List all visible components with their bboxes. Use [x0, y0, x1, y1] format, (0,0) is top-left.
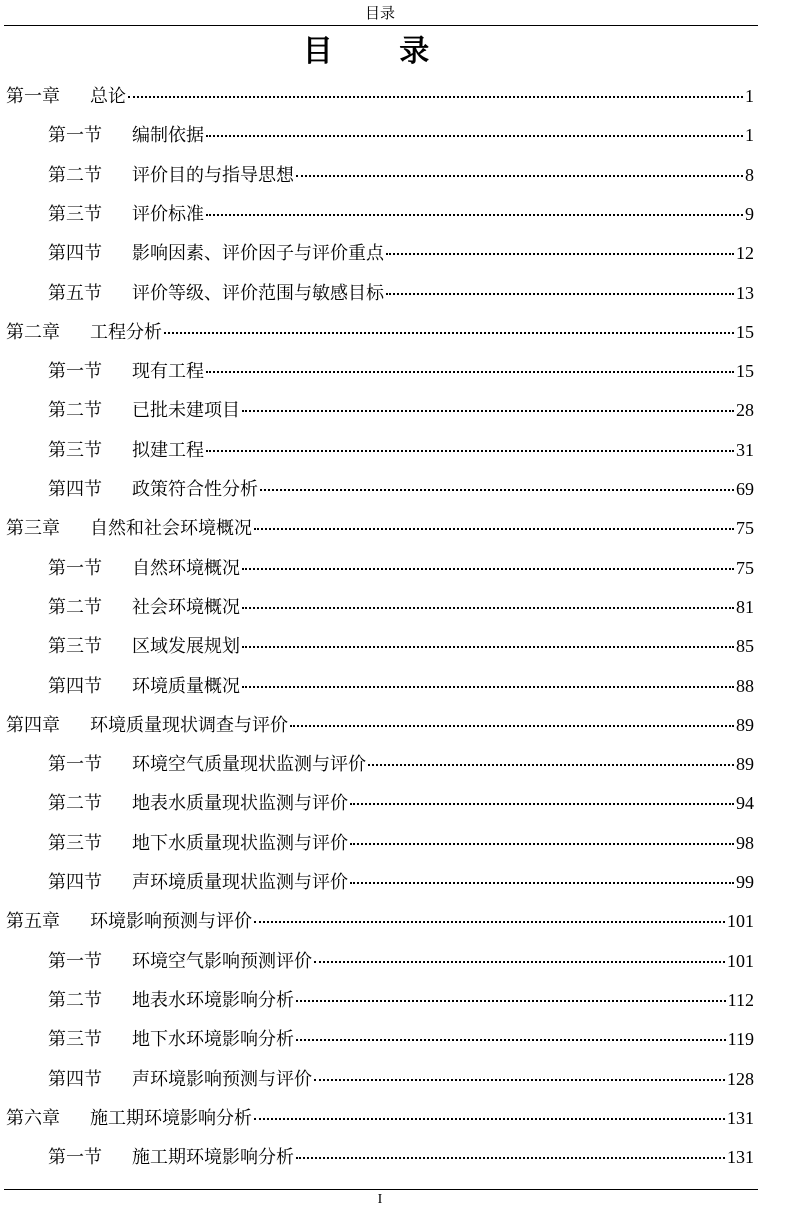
toc-entry-title: 区域发展规划 — [132, 636, 240, 658]
toc-entry-number: 第一节 — [48, 557, 102, 579]
page-number: I — [377, 1192, 383, 1207]
toc-dot-leader — [386, 253, 734, 255]
toc-dot-leader — [350, 882, 734, 884]
toc-dot-leader — [164, 332, 734, 334]
toc-entry-page: 1 — [745, 125, 754, 146]
toc-entry-title: 声环境质量现状监测与评价 — [132, 872, 348, 893]
toc-entry-number: 第四节 — [48, 872, 102, 893]
toc-entry-number: 第四节 — [48, 479, 102, 500]
toc-dot-leader — [290, 725, 734, 727]
toc-entry-page: 98 — [736, 832, 754, 853]
toc-entry-page: 128 — [727, 1068, 754, 1089]
footer-rule — [4, 1189, 758, 1190]
toc-entry-title: 环境影响预测与评价 — [90, 911, 252, 933]
toc-entry-section[interactable] — [48, 359, 754, 384]
running-header: 目录 — [364, 4, 395, 22]
toc-entry-title: 地下水环境影响分析 — [132, 1029, 294, 1051]
toc-entry-page: 75 — [736, 557, 754, 578]
toc-entry-page: 69 — [736, 479, 754, 499]
toc-entry-section[interactable] — [48, 988, 754, 1013]
toc-entry-number: 第三节 — [48, 203, 102, 225]
toc-entry-section[interactable] — [48, 1145, 754, 1170]
toc-dot-leader — [206, 450, 734, 452]
toc-entry-number: 第一节 — [48, 125, 102, 147]
toc-entry-page: 88 — [736, 675, 754, 696]
toc-entry-number: 第一节 — [48, 361, 102, 383]
toc-dot-leader — [128, 96, 743, 98]
toc-entry-title: 编制依据 — [132, 125, 204, 147]
toc-entry-number: 第二节 — [48, 400, 102, 422]
toc-dot-leader — [314, 1079, 725, 1081]
toc-dot-leader — [314, 961, 725, 963]
toc-entry-page: 81 — [736, 596, 754, 617]
toc-entry-number: 第二章 — [6, 321, 60, 343]
toc-dot-leader — [368, 764, 734, 766]
toc-entry-section[interactable] — [48, 949, 754, 974]
toc-entry-title: 环境质量概况 — [132, 675, 240, 697]
toc-entry-section[interactable] — [48, 281, 754, 306]
toc-entry-title: 拟建工程 — [132, 439, 204, 461]
toc-entry-title: 政策符合性分析 — [132, 479, 258, 500]
toc-entry-number: 第一章 — [6, 86, 60, 107]
toc-dot-leader — [242, 568, 734, 570]
toc-entry-number: 第一节 — [48, 754, 102, 776]
toc-entry-page: 12 — [736, 243, 754, 264]
toc-entry-title: 现有工程 — [132, 361, 204, 383]
toc-entry-title: 评价标准 — [132, 203, 204, 225]
toc-dot-leader — [350, 843, 734, 845]
toc-entry-number: 第四节 — [48, 675, 102, 697]
toc-entry-section[interactable] — [48, 556, 754, 581]
toc-entry-title: 地下水质量现状监测与评价 — [132, 832, 348, 854]
toc-entry-number: 第一节 — [48, 950, 102, 972]
toc-entry-section[interactable] — [48, 163, 754, 188]
toc-entry-title: 环境空气质量现状监测与评价 — [132, 754, 366, 776]
toc-entry-title: 已批未建项目 — [132, 400, 240, 422]
toc-entry-chapter[interactable] — [6, 1106, 754, 1131]
toc-dot-leader — [254, 528, 734, 530]
toc-entry-number: 第五节 — [48, 282, 102, 304]
toc-entry-section[interactable] — [48, 831, 754, 856]
toc-entry-title: 影响因素、评价因子与评价重点 — [132, 243, 384, 265]
toc-entry-number: 第二节 — [48, 164, 102, 186]
toc-dot-leader — [386, 293, 734, 295]
toc-entry-page: 119 — [727, 1029, 754, 1050]
toc-entry-section[interactable] — [48, 241, 754, 266]
toc-entry-chapter[interactable] — [6, 516, 754, 541]
toc-entry-section[interactable] — [48, 634, 754, 659]
toc-entry-chapter[interactable] — [6, 84, 754, 109]
toc-entry-page: 99 — [736, 872, 754, 892]
toc-entry-chapter[interactable] — [6, 909, 754, 934]
toc-dot-leader — [296, 1000, 726, 1002]
toc-dot-leader — [206, 214, 743, 216]
toc-dot-leader — [296, 175, 743, 177]
toc-dot-leader — [242, 410, 734, 412]
toc-entry-page: 101 — [727, 950, 754, 971]
toc-entry-title: 评价等级、评价范围与敏感目标 — [132, 282, 384, 304]
toc-entry-number: 第四节 — [48, 1068, 102, 1090]
toc-entry-section[interactable] — [48, 398, 754, 423]
toc-dot-leader — [254, 1118, 725, 1120]
toc-entry-section[interactable] — [48, 123, 754, 148]
toc-dot-leader — [296, 1039, 726, 1041]
toc-entry-section[interactable] — [48, 477, 754, 502]
toc-entry-number: 第三节 — [48, 636, 102, 658]
toc-entry-section[interactable] — [48, 791, 754, 816]
toc-dot-leader — [254, 921, 725, 923]
toc-dot-leader — [242, 686, 734, 688]
toc-entry-page: 28 — [736, 400, 754, 421]
toc-entry-page: 131 — [727, 1107, 754, 1128]
toc-entry-section[interactable] — [48, 1067, 754, 1092]
toc-entry-section[interactable] — [48, 438, 754, 463]
toc-entry-page: 101 — [727, 911, 754, 932]
toc-entry-title: 工程分析 — [90, 321, 162, 343]
toc-entry-title: 自然环境概况 — [132, 557, 240, 579]
toc-entry-number: 第三章 — [6, 518, 60, 540]
toc-entry-number: 第二节 — [48, 793, 102, 815]
toc-entry-chapter[interactable] — [6, 320, 754, 345]
toc-entry-title: 评价目的与指导思想 — [132, 164, 294, 186]
toc-entry-number: 第六章 — [6, 1107, 60, 1129]
toc-entry-page: 8 — [745, 164, 754, 185]
toc-dot-leader — [260, 489, 734, 491]
toc-entry-page: 94 — [736, 793, 754, 814]
toc-dot-leader — [242, 646, 734, 648]
toc-entry-title: 施工期环境影响分析 — [90, 1107, 252, 1129]
toc-entry-number: 第二节 — [48, 989, 102, 1011]
toc-entry-number: 第四章 — [6, 714, 60, 736]
toc-entry-page: 15 — [736, 321, 754, 342]
toc-entry-title: 社会环境概况 — [132, 596, 240, 618]
toc-entry-title: 环境空气影响预测评价 — [132, 950, 312, 972]
toc-entry-section[interactable] — [48, 595, 754, 620]
toc-entry-section[interactable] — [48, 752, 754, 777]
toc-entry-page: 9 — [745, 203, 754, 224]
toc-dot-leader — [242, 607, 734, 609]
toc-dot-leader — [206, 135, 743, 137]
toc-entry-number: 第三节 — [48, 439, 102, 461]
toc-entry-number: 第三节 — [48, 1029, 102, 1051]
toc-entry-page: 1 — [745, 86, 754, 106]
toc-entry-page: 13 — [736, 282, 754, 303]
toc-entry-section[interactable] — [48, 202, 754, 227]
toc-entry-page: 15 — [736, 361, 754, 382]
toc-entry-page: 75 — [736, 518, 754, 539]
toc-entry-title: 地表水质量现状监测与评价 — [132, 793, 348, 815]
toc-entry-number: 第五章 — [6, 911, 60, 933]
toc-entry-page: 89 — [736, 754, 754, 775]
toc-entry-title: 地表水环境影响分析 — [132, 989, 294, 1011]
toc-entry-section[interactable] — [48, 674, 754, 699]
header-rule — [4, 25, 758, 26]
toc-entry-chapter[interactable] — [6, 713, 754, 738]
toc-entry-number: 第二节 — [48, 596, 102, 618]
toc-entry-title: 施工期环境影响分析 — [132, 1147, 294, 1169]
toc-dot-leader — [206, 371, 734, 373]
toc-entry-title: 环境质量现状调查与评价 — [90, 714, 288, 736]
toc-entry-title: 总论 — [90, 86, 126, 107]
toc-entry-title: 声环境影响预测与评价 — [132, 1068, 312, 1090]
toc-entry-page: 112 — [727, 989, 754, 1010]
toc-dot-leader — [296, 1157, 725, 1159]
toc-entry-number: 第四节 — [48, 243, 102, 265]
toc-entry-number: 第一节 — [48, 1147, 102, 1169]
toc-entry-page: 31 — [736, 439, 754, 460]
toc-entry-page: 85 — [736, 636, 754, 657]
toc-entry-section[interactable] — [48, 870, 754, 895]
toc-entry-page: 89 — [736, 714, 754, 735]
toc-entry-section[interactable] — [48, 1027, 754, 1052]
toc-dot-leader — [350, 803, 734, 805]
toc-entry-number: 第三节 — [48, 832, 102, 854]
page-title: 目 录 — [302, 34, 458, 69]
toc-entry-page: 131 — [727, 1147, 754, 1168]
toc-entry-title: 自然和社会环境概况 — [90, 518, 252, 540]
